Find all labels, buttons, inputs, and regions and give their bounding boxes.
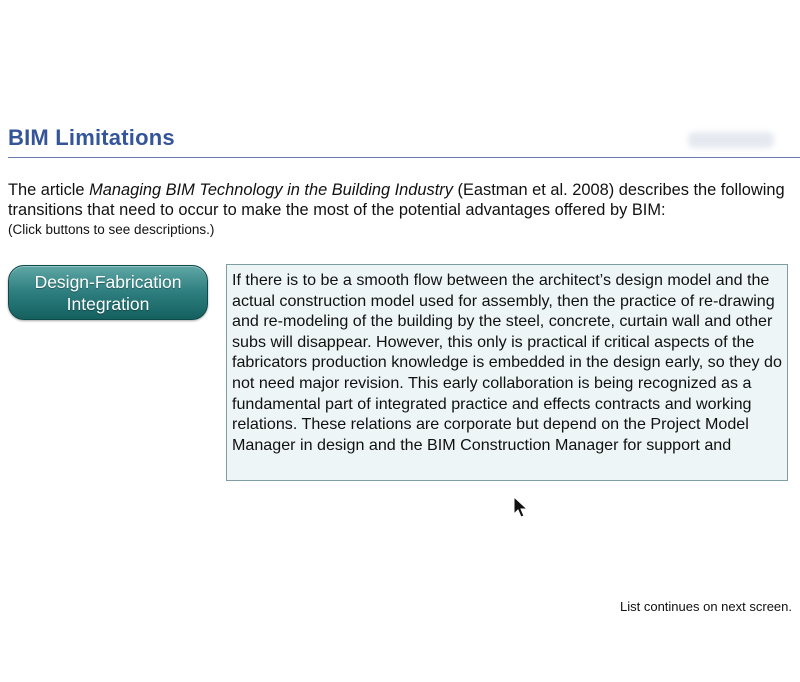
blurred-header-label [688,132,774,148]
description-panel [226,264,788,481]
description-text: If there is to be a smooth flow between the architect’s design model and the actual construction model used for assembly, then the practice of re-drawing and re-modeling of the building by the steel, concrete, curtain wall and other subs will disappear. However, this only is practical if critical aspects of the fabricators production knowledge is embedded in the design early, so they do not need major revision. This early collaboration is being recognized as a fundamental part of integrated practice and effects contracts and working relations. These relations are corporate but depend on the Project Model Manager in design and the BIM Construction Manager for support and [232,271,782,454]
button-label-line-2: Integration [66,293,150,314]
page-title: BIM Limitations [8,125,175,150]
intro-paragraph [8,180,798,220]
continue-note: List continues on next screen. [620,599,792,614]
intro-suffix: (Eastman et al. 2008) describes the following transitions that need to occur to make the most of the potential advantages offered by BIM: [8,181,785,219]
button-label-line-1: Design-Fabrication [34,271,182,292]
title-divider [8,157,800,158]
mouse-pointer-icon [513,496,529,518]
article-title: Managing BIM Technology in the Building Industry [89,181,453,199]
design-fabrication-integration-button[interactable] [8,265,208,320]
intro-prefix: The article [8,181,90,199]
click-hint: (Click buttons to see descriptions.) [8,222,215,237]
